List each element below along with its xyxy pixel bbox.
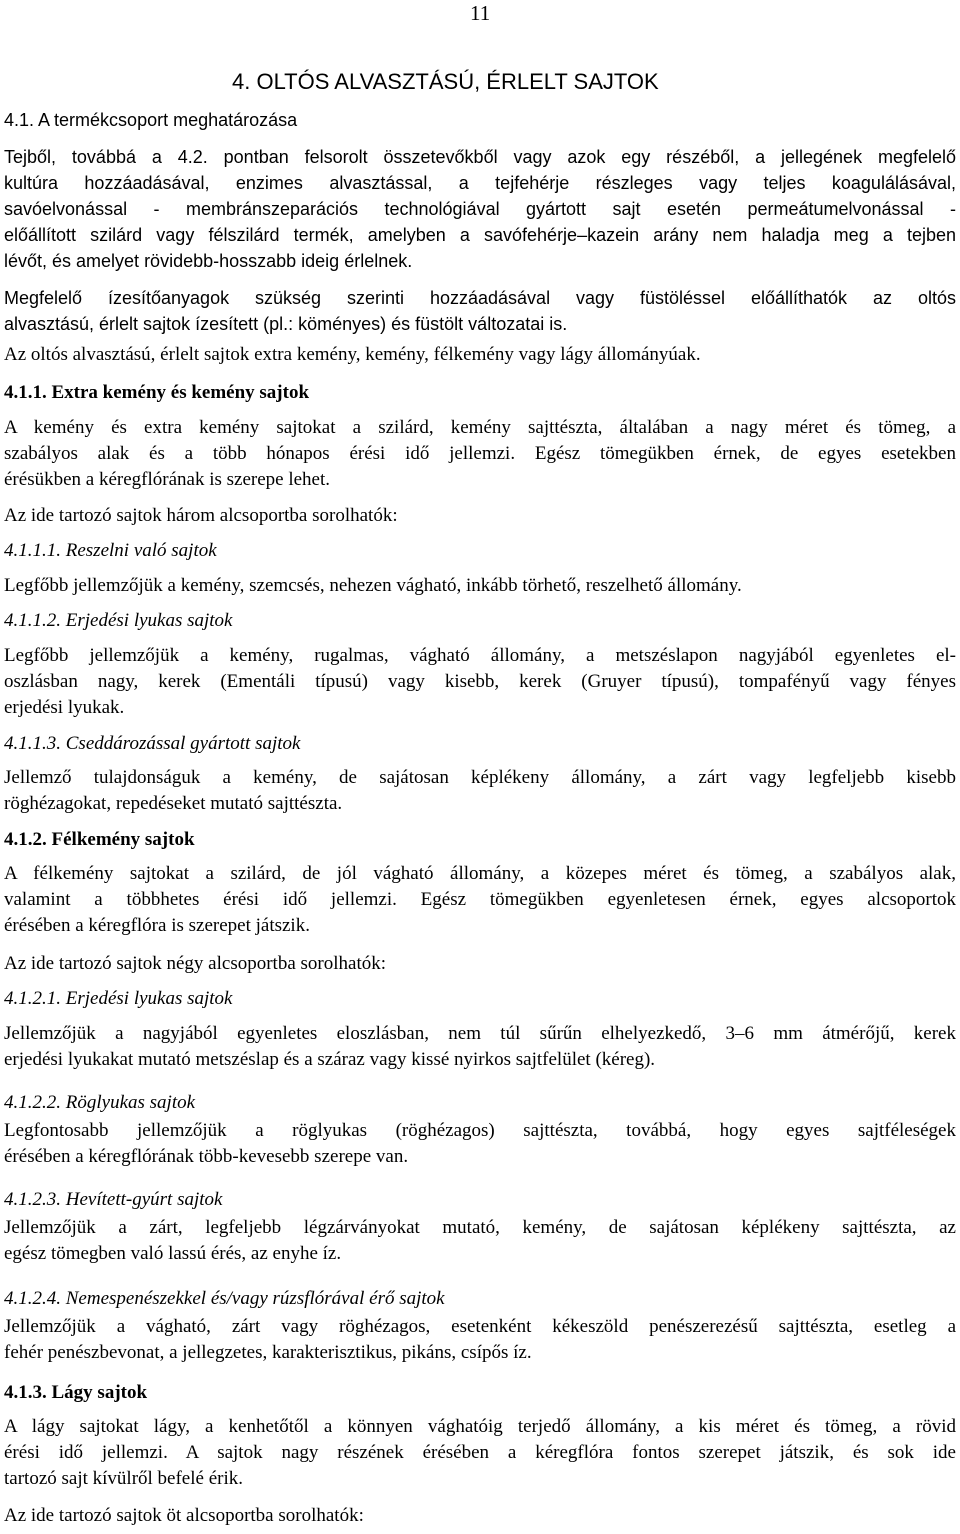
text-line: A lágy sajtokat lágy, a kenhetőtől a könnyen vághatóig terjedő állomány, a kis méret és tömeg, a rövid <box>4 1416 956 1437</box>
text-line: röghézagokat, repedéseket mutató sajttészta. <box>4 793 343 814</box>
text-line: érésében a kéregflórának több-kevesebb szerepe van. <box>4 1146 409 1167</box>
heading-4-1-1: 4.1.1. Extra kemény és kemény sajtok <box>4 382 310 403</box>
paragraph-4-1-2 <box>4 861 956 939</box>
heading-4-1-2: 4.1.2. Félkemény sajtok <box>4 829 195 850</box>
heading-4-1-2-2: 4.1.2.2. Röglyukas sajtok <box>4 1092 196 1113</box>
flavour-paragraph <box>4 285 956 337</box>
text-line: tartozó sajt kívülről befelé érik. <box>4 1468 243 1489</box>
heading-4-1-1-3: 4.1.1.3. Cseddározással gyártott sajtok <box>4 733 301 754</box>
text-line: Megfelelő ízesítőanyagok szükség szerinti hozzáadásával vagy füstöléssel előállíthatók az oltós <box>4 288 956 308</box>
paragraph-4-1-3 <box>4 1414 956 1492</box>
heading-4-1-1-2: 4.1.1.2. Erjedési lyukas sajtok <box>4 610 233 631</box>
text-line: érési idő jellemzi. A sajtok nagy részének érésében a kéregflóra fontos szerepet játszik, és sok ide <box>4 1442 956 1463</box>
text-line: szabályos alak és a több hónapos érési idő jellemzi. Egész tömegükben érnek, de egyes esetekben <box>4 443 956 464</box>
text-line: kultúra hozzáadásával, enzimes alvasztással, a tejfehérje részleges vagy teljes koagulálásával, <box>4 173 956 193</box>
subsection-title: 4.1. A termékcsoport meghatározása <box>4 110 298 130</box>
intro-paragraph <box>4 144 956 274</box>
paragraph-4-1-1-2 <box>4 643 956 721</box>
types-line: Az oltós alvasztású, érlelt sajtok extra kemény, kemény, félkemény vagy lágy állományúak. <box>4 344 701 365</box>
heading-4-1-2-1: 4.1.2.1. Erjedési lyukas sajtok <box>4 988 233 1009</box>
text-line: alvasztású, érlelt sajtok ízesített (pl.: köményes) és füstölt változatai is. <box>4 314 568 334</box>
paragraph-4-1-2-2 <box>4 1118 956 1170</box>
text-line: előállított szilárd vagy félszilárd termék, amelyben a savófehérje–kazein arány nem haladja meg a tejben <box>4 225 956 245</box>
text-line: valamint a többhetes érési idő jellemzi. Egész tömegükben egyenletesen érnek, egyes alcsoportok <box>4 889 956 910</box>
paragraph-4-1-1 <box>4 415 956 493</box>
paragraph-4-1-1-3 <box>4 765 956 817</box>
text-line: erjedési lyukakat mutató metszéslap és a száraz vagy kissé nyirkos sajtfelület (kéreg). <box>4 1049 656 1070</box>
page-number: 11 <box>470 1 491 25</box>
text-line: Jellemzőjük a zárt, legfeljebb légzárványokat mutató, kemény, de sajátosan képlékeny sajttészta, az <box>4 1217 956 1238</box>
paragraph-4-1-2-4 <box>4 1314 956 1366</box>
text-line: Jellemzőjük a nagyjából egyenletes eloszlásban, nem túl sűrűn elhelyezkedő, 3–6 mm átmérőjű, kerek <box>4 1023 956 1044</box>
text-line: érésében a kéregflóra is szerepet játszik. <box>4 915 310 936</box>
heading-4-1-2-4: 4.1.2.4. Nemespenészekkel és/vagy rúzsflórával érő sajtok <box>4 1288 445 1309</box>
groups-line-4-1-1: Az ide tartozó sajtok három alcsoportba sorolhatók: <box>4 505 398 526</box>
paragraph-4-1-1-1: Legfőbb jellemzőjük a kemény, szemcsés, nehezen vágható, inkább törhető, reszelhető állomány. <box>4 575 742 596</box>
heading-4-1-3: 4.1.3. Lágy sajtok <box>4 1382 148 1403</box>
text-line: erjedési lyukak. <box>4 697 125 718</box>
text-line: egész tömegben való lassú érés, az enyhe íz. <box>4 1243 342 1264</box>
text-line: Jellemzőjük a vágható, zárt vagy röghézagos, esetenként kékeszöld penészerezésű sajttészta, esetleg a <box>4 1316 956 1337</box>
text-line: fehér penészbevonat, a jellegzetes, karakterisztikus, pikáns, csípős íz. <box>4 1342 532 1363</box>
heading-4-1-1-1: 4.1.1.1. Reszelni való sajtok <box>4 540 217 561</box>
text-line: oszlásban nagy, kerek (Ementáli típusú) vagy kisebb, kerek (Gruyer típusú), tompafényű vagy fényes <box>4 671 956 692</box>
text-line: savóelvonással - membránszeparációs technológiával gyártott sajt esetén permeátumelvonással - <box>4 199 956 219</box>
text-line: Jellemző tulajdonságuk a kemény, de sajátosan képlékeny állomány, a zárt vagy legfeljebb kisebb <box>4 767 956 788</box>
section-title: 4. OLTÓS ALVASZTÁSÚ, ÉRLELT SAJTOK <box>232 69 659 94</box>
text-line: érésükben a kéregflórának is szerepe lehet. <box>4 469 330 490</box>
text-line: Legfontosabb jellemzőjük a röglyukas (röghézagos) sajttészta, továbbá, hogy egyes sajtféleségek <box>4 1120 956 1141</box>
groups-line-4-1-3: Az ide tartozó sajtok öt alcsoportba sorolhatók: <box>4 1505 364 1526</box>
heading-4-1-2-3: 4.1.2.3. Hevített-gyúrt sajtok <box>4 1189 223 1210</box>
text-line: lévőt, és amelyet rövidebb-hosszabb ideig érlelnek. <box>4 251 413 271</box>
text-line: Legfőbb jellemzőjük a kemény, rugalmas, vágható állomány, a metszéslapon nagyjából egyenletes el- <box>4 645 956 666</box>
text-line: Tejből, továbbá a 4.2. pontban felsorolt összetevőkből vagy azok egy részéből, a jellegének megfelelő <box>4 147 956 167</box>
text-line: A kemény és extra kemény sajtokat a szilárd, kemény sajttészta, általában a nagy méret és tömeg, a <box>4 417 956 438</box>
paragraph-4-1-2-1 <box>4 1021 956 1073</box>
text-line: A félkemény sajtokat a szilárd, de jól vágható állomány, a közepes méret és tömeg, a szabályos alak, <box>4 863 956 884</box>
paragraph-4-1-2-3 <box>4 1215 956 1267</box>
groups-line-4-1-2: Az ide tartozó sajtok négy alcsoportba sorolhatók: <box>4 953 387 974</box>
